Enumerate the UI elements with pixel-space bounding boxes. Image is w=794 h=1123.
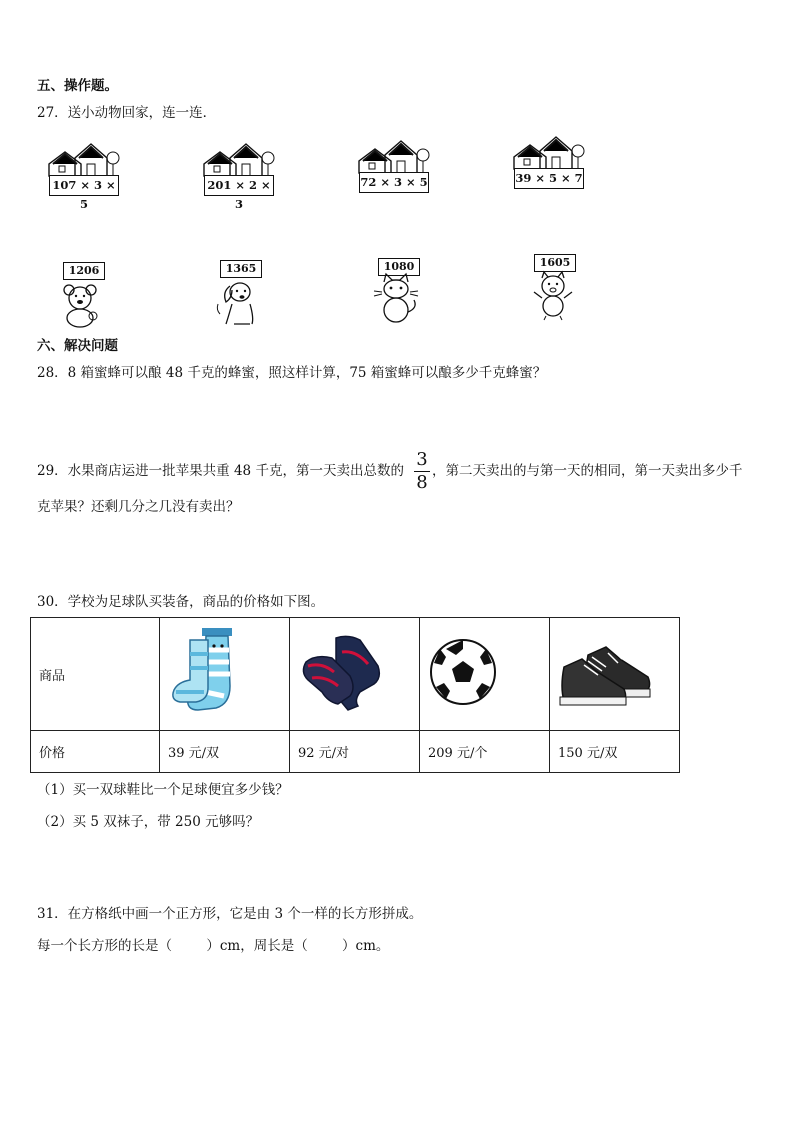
animal-number: 1206 [63, 262, 105, 280]
animal-2 [212, 260, 276, 330]
house-label: 39 × 5 × 7 [514, 168, 584, 189]
question-28: 28．8 箱蜜蜂可以酿 48 千克的蜂蜜，照这样计算，75 箱蜜蜂可以酿多少千克蜂蜜？ [37, 365, 547, 381]
question-29-part1: 29．水果商店运进一批苹果共重 48 千克，第一天卖出总数的 [37, 463, 404, 479]
price-sneakers: 150 元/双 [550, 731, 680, 773]
house-2 [200, 140, 276, 211]
animal-number: 1605 [534, 254, 576, 272]
question-29-part2: ，第二天卖出的与第一天的相同，第一天卖出多少千 [432, 463, 743, 479]
question-27: 27．送小动物回家，连一连． [37, 105, 217, 121]
question-31-line2: 每一个长方形的长是（ ）cm，周长是（ ）cm。 [37, 938, 390, 954]
animal-1 [55, 262, 119, 332]
house-icon [200, 140, 276, 180]
socks-icon [168, 626, 258, 718]
dog-icon [212, 274, 268, 328]
pig-icon [526, 268, 582, 322]
cell-sneakers [550, 618, 680, 731]
house-4 [510, 133, 586, 195]
fraction-numerator: 3 [416, 449, 428, 470]
animal-4 [526, 254, 590, 324]
fraction-denominator: 8 [416, 472, 428, 493]
question-29-line2: 克苹果？还剩几分之几没有卖出？ [37, 499, 240, 515]
cell-socks [160, 618, 290, 731]
row-label-goods: 商品 [31, 618, 160, 731]
price-socks: 39 元/双 [160, 731, 290, 773]
section-heading-problems: 六、解决问题 [37, 338, 118, 354]
table-row-goods [31, 618, 680, 731]
animal-number: 1365 [220, 260, 262, 278]
house-icon [355, 137, 431, 177]
animal-number: 1080 [378, 258, 420, 276]
question-31: 31．在方格纸中画一个正方形，它是由 3 个一样的长方形拼成。 [37, 906, 423, 922]
table-row-price [31, 731, 680, 773]
fraction-3-8 [414, 450, 430, 493]
question-30-2: （2）买 5 双袜子，带 250 元够吗？ [37, 814, 260, 830]
house-3 [355, 137, 431, 199]
cell-soccer-ball [420, 618, 550, 731]
house-icon [510, 133, 586, 173]
house-label: 72 × 3 × 5 [359, 172, 429, 193]
price-table [30, 617, 680, 773]
question-30-1: （1）买一双球鞋比一个足球便宜多少钱？ [37, 782, 289, 798]
row-label-price: 价格 [31, 731, 160, 773]
question-30: 30．学校为足球队买装备，商品的价格如下图。 [37, 594, 325, 610]
sneakers-icon [558, 637, 654, 707]
house-label: 201 × 2 × 3 [204, 175, 274, 196]
section-heading-operation: 五、操作题。 [37, 78, 118, 94]
cell-gloves [290, 618, 420, 731]
animal-3 [370, 258, 434, 328]
house-icon [45, 140, 121, 180]
house-1 [45, 140, 121, 211]
price-soccer-ball: 209 元/个 [420, 731, 550, 773]
soccer-ball-icon [428, 637, 498, 707]
house-label: 107 × 3 × 5 [49, 175, 119, 196]
gloves-icon [298, 632, 388, 712]
bear-icon [55, 276, 111, 330]
cat-icon [370, 272, 426, 326]
price-gloves: 92 元/对 [290, 731, 420, 773]
